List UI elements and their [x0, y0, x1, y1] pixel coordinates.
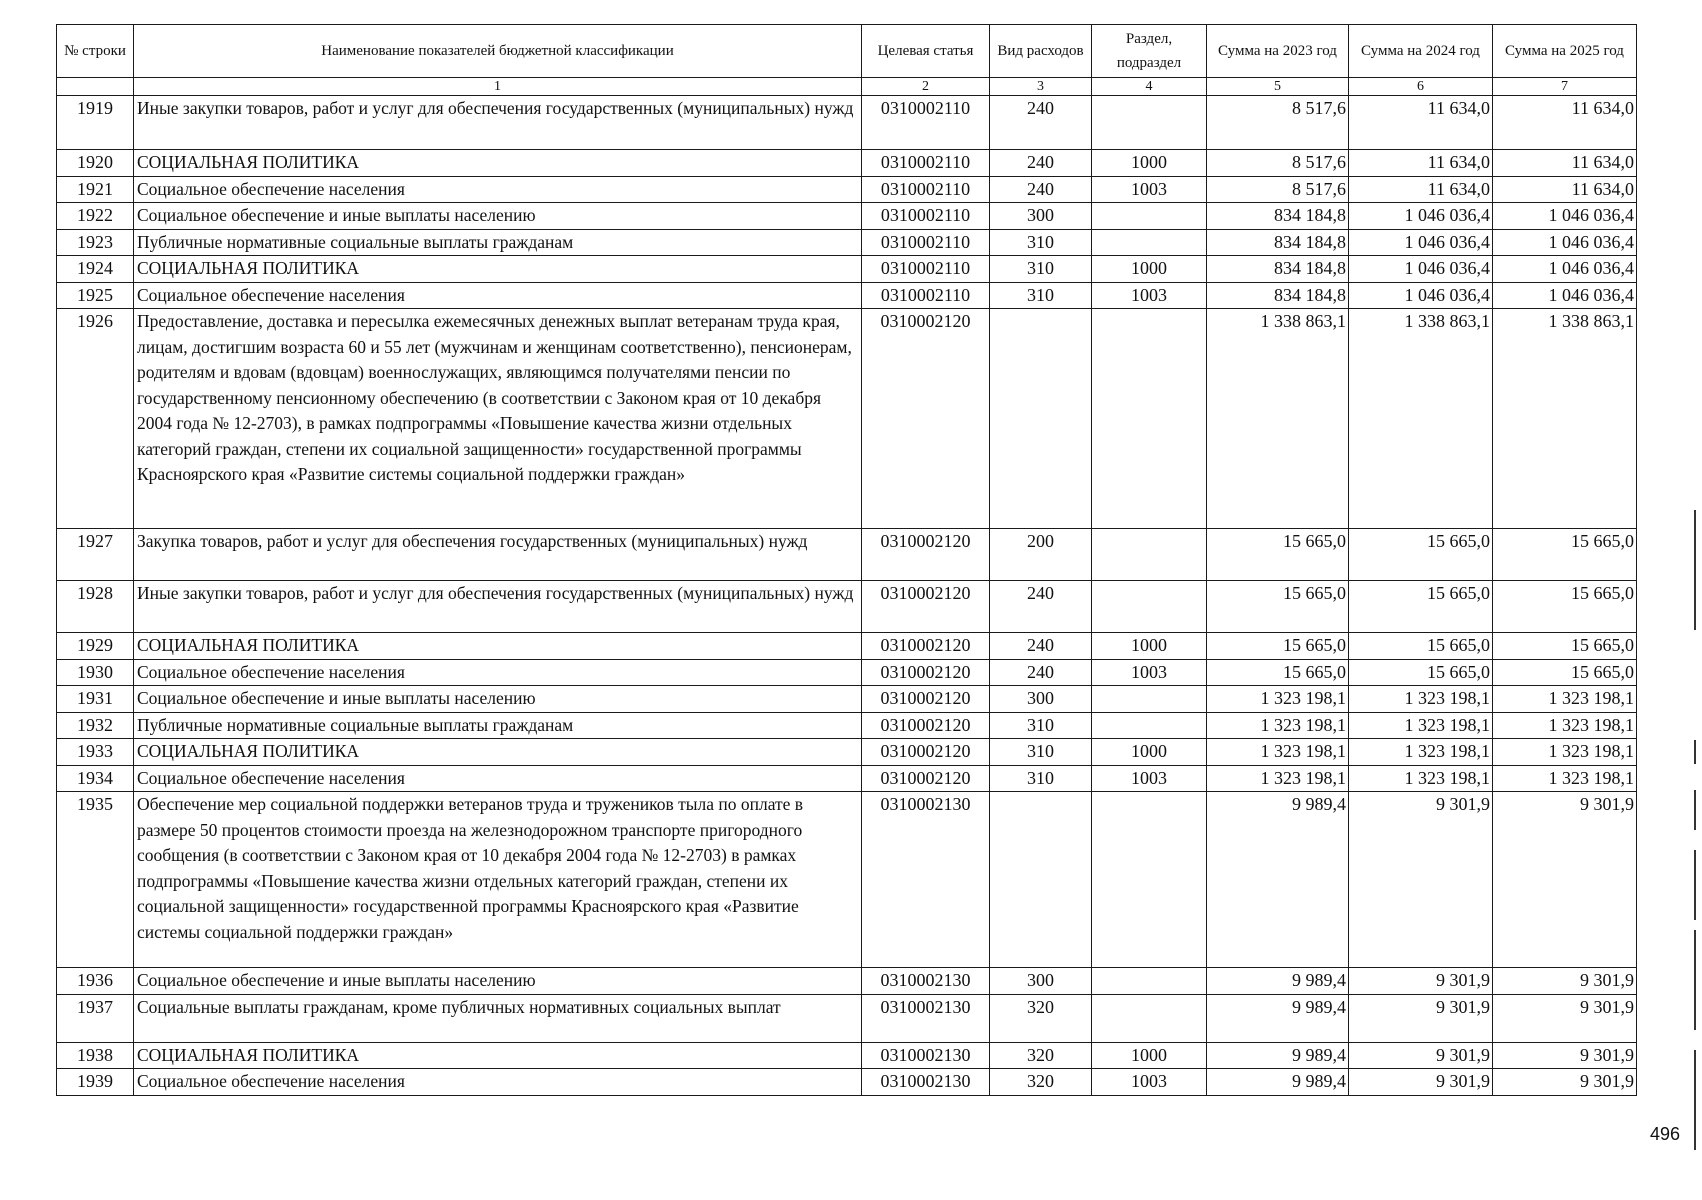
section-cell: 1003 [1092, 176, 1207, 203]
sum-2024-cell: 1 323 198,1 [1349, 712, 1493, 739]
row-number-cell: 1936 [57, 968, 134, 995]
table-row [57, 686, 1637, 713]
sum-2023-cell: 9 989,4 [1207, 994, 1349, 1042]
target-article-cell: 0310002120 [862, 633, 990, 660]
target-article-cell: 0310002110 [862, 256, 990, 283]
indicator-name-cell: СОЦИАЛЬНАЯ ПОЛИТИКА [134, 256, 862, 283]
column-number: 4 [1092, 78, 1207, 96]
header-sum-2024: Сумма на 2024 год [1349, 25, 1493, 78]
sum-2023-cell: 9 989,4 [1207, 792, 1349, 968]
column-number: 5 [1207, 78, 1349, 96]
sum-2024-cell: 15 665,0 [1349, 529, 1493, 581]
section-cell [1092, 309, 1207, 529]
expense-kind-cell: 200 [990, 529, 1092, 581]
sum-2023-cell: 1 323 198,1 [1207, 765, 1349, 792]
header-section: Раздел, подраздел [1092, 25, 1207, 78]
indicator-name-cell: СОЦИАЛЬНАЯ ПОЛИТИКА [134, 1042, 862, 1069]
sum-2025-cell: 1 046 036,4 [1493, 256, 1637, 283]
column-number: 7 [1493, 78, 1637, 96]
indicator-name-cell: Иные закупки товаров, работ и услуг для обеспечения государственных (муниципальных) нужд [134, 96, 862, 150]
sum-2023-cell: 8 517,6 [1207, 150, 1349, 177]
header-sum-2023: Сумма на 2023 год [1207, 25, 1349, 78]
sum-2025-cell: 11 634,0 [1493, 96, 1637, 150]
row-number-cell: 1930 [57, 659, 134, 686]
expense-kind-cell: 240 [990, 633, 1092, 660]
expense-kind-cell: 310 [990, 739, 1092, 766]
header-kind: Вид расходов [990, 25, 1092, 78]
sum-2025-cell: 1 046 036,4 [1493, 203, 1637, 230]
sum-2025-cell: 11 634,0 [1493, 150, 1637, 177]
section-cell: 1003 [1092, 1069, 1207, 1096]
indicator-name-cell: Социальное обеспечение населения [134, 1069, 862, 1096]
sum-2024-cell: 15 665,0 [1349, 659, 1493, 686]
target-article-cell: 0310002130 [862, 994, 990, 1042]
header-target: Целевая статья [862, 25, 990, 78]
row-number-cell: 1925 [57, 282, 134, 309]
sum-2024-cell: 11 634,0 [1349, 96, 1493, 150]
sum-2024-cell: 1 323 198,1 [1349, 686, 1493, 713]
sum-2023-cell: 8 517,6 [1207, 176, 1349, 203]
indicator-name-cell: Социальное обеспечение населения [134, 659, 862, 686]
table-row [57, 739, 1637, 766]
header-name: Наименование показателей бюджетной классификации [134, 25, 862, 78]
section-cell [1092, 203, 1207, 230]
indicator-name-cell: Социальное обеспечение населения [134, 176, 862, 203]
sum-2023-cell: 1 323 198,1 [1207, 686, 1349, 713]
row-number-cell: 1931 [57, 686, 134, 713]
table-row [57, 968, 1637, 995]
column-number: 6 [1349, 78, 1493, 96]
indicator-name-cell: СОЦИАЛЬНАЯ ПОЛИТИКА [134, 739, 862, 766]
row-number-cell: 1922 [57, 203, 134, 230]
row-number-cell: 1919 [57, 96, 134, 150]
column-number-blank [57, 78, 134, 96]
expense-kind-cell: 310 [990, 229, 1092, 256]
section-cell [1092, 686, 1207, 713]
section-cell [1092, 994, 1207, 1042]
section-cell: 1003 [1092, 765, 1207, 792]
target-article-cell: 0310002120 [862, 659, 990, 686]
section-cell [1092, 712, 1207, 739]
column-number-row [57, 78, 1637, 96]
table-body [57, 96, 1637, 1096]
sum-2025-cell: 9 301,9 [1493, 994, 1637, 1042]
sum-2025-cell: 9 301,9 [1493, 792, 1637, 968]
edge-mark [1694, 790, 1696, 830]
indicator-name-cell: Публичные нормативные социальные выплаты гражданам [134, 229, 862, 256]
target-article-cell: 0310002110 [862, 150, 990, 177]
row-number-cell: 1927 [57, 529, 134, 581]
sum-2025-cell: 1 323 198,1 [1493, 739, 1637, 766]
sum-2024-cell: 1 046 036,4 [1349, 282, 1493, 309]
table-row [57, 994, 1637, 1042]
sum-2023-cell: 9 989,4 [1207, 1042, 1349, 1069]
sum-2024-cell: 9 301,9 [1349, 1042, 1493, 1069]
table-row [57, 176, 1637, 203]
target-article-cell: 0310002110 [862, 176, 990, 203]
section-cell: 1000 [1092, 256, 1207, 283]
section-cell: 1000 [1092, 1042, 1207, 1069]
target-article-cell: 0310002120 [862, 529, 990, 581]
target-article-cell: 0310002120 [862, 712, 990, 739]
sum-2023-cell: 1 323 198,1 [1207, 712, 1349, 739]
indicator-name-cell: Иные закупки товаров, работ и услуг для обеспечения государственных (муниципальных) нужд [134, 581, 862, 633]
section-cell [1092, 968, 1207, 995]
expense-kind-cell: 320 [990, 1042, 1092, 1069]
edge-mark [1694, 740, 1696, 764]
sum-2024-cell: 1 046 036,4 [1349, 203, 1493, 230]
expense-kind-cell: 300 [990, 968, 1092, 995]
sum-2025-cell: 1 046 036,4 [1493, 229, 1637, 256]
indicator-name-cell: Закупка товаров, работ и услуг для обеспечения государственных (муниципальных) нужд [134, 529, 862, 581]
target-article-cell: 0310002110 [862, 203, 990, 230]
expense-kind-cell: 240 [990, 96, 1092, 150]
edge-mark [1694, 850, 1696, 920]
section-cell [1092, 229, 1207, 256]
table-row [57, 581, 1637, 633]
indicator-name-cell: Публичные нормативные социальные выплаты гражданам [134, 712, 862, 739]
sum-2025-cell: 9 301,9 [1493, 1069, 1637, 1096]
table-row [57, 659, 1637, 686]
section-cell [1092, 581, 1207, 633]
table-row [57, 96, 1637, 150]
sum-2024-cell: 1 046 036,4 [1349, 256, 1493, 283]
expense-kind-cell: 310 [990, 282, 1092, 309]
row-number-cell: 1929 [57, 633, 134, 660]
row-number-cell: 1923 [57, 229, 134, 256]
row-number-cell: 1924 [57, 256, 134, 283]
table-row [57, 1069, 1637, 1096]
row-number-cell: 1928 [57, 581, 134, 633]
header-row-no: № строки [57, 25, 134, 78]
sum-2024-cell: 11 634,0 [1349, 150, 1493, 177]
target-article-cell: 0310002120 [862, 765, 990, 792]
target-article-cell: 0310002110 [862, 282, 990, 309]
target-article-cell: 0310002130 [862, 968, 990, 995]
sum-2024-cell: 11 634,0 [1349, 176, 1493, 203]
sum-2025-cell: 1 323 198,1 [1493, 765, 1637, 792]
table-row [57, 309, 1637, 529]
target-article-cell: 0310002110 [862, 96, 990, 150]
sum-2023-cell: 834 184,8 [1207, 229, 1349, 256]
sum-2025-cell: 9 301,9 [1493, 1042, 1637, 1069]
sum-2025-cell: 15 665,0 [1493, 633, 1637, 660]
sum-2024-cell: 9 301,9 [1349, 994, 1493, 1042]
sum-2023-cell: 15 665,0 [1207, 633, 1349, 660]
sum-2024-cell: 1 323 198,1 [1349, 739, 1493, 766]
sum-2024-cell: 9 301,9 [1349, 968, 1493, 995]
sum-2025-cell: 1 323 198,1 [1493, 686, 1637, 713]
expense-kind-cell: 300 [990, 203, 1092, 230]
sum-2024-cell: 9 301,9 [1349, 792, 1493, 968]
indicator-name-cell: Обеспечение мер социальной поддержки ветеранов труда и тружеников тыла по оплате в размере 50 процентов стоимости проезда на железнодорожном транспорте пригородного сообщения (в соответствии с Законом края от 10 декабря 2004 года № 12-2703) в рамках подпрограммы «Повышение качества жизни отдельных категорий граждан, степени их социальной защищенности» государственной программы Красноярского края «Развитие системы социальной поддержки граждан» [134, 792, 862, 968]
column-number: 2 [862, 78, 990, 96]
section-cell [1092, 96, 1207, 150]
sum-2025-cell: 15 665,0 [1493, 529, 1637, 581]
section-cell [1092, 529, 1207, 581]
indicator-name-cell: Социальные выплаты гражданам, кроме публичных нормативных социальных выплат [134, 994, 862, 1042]
target-article-cell: 0310002130 [862, 1042, 990, 1069]
expense-kind-cell: 310 [990, 256, 1092, 283]
section-cell: 1000 [1092, 633, 1207, 660]
budget-classification-table [56, 24, 1637, 1096]
table-row [57, 633, 1637, 660]
budget-table-sheet [56, 24, 1636, 1096]
header-sum-2025: Сумма на 2025 год [1493, 25, 1637, 78]
sum-2025-cell: 15 665,0 [1493, 581, 1637, 633]
sum-2023-cell: 834 184,8 [1207, 203, 1349, 230]
table-row [57, 229, 1637, 256]
section-cell: 1000 [1092, 150, 1207, 177]
indicator-name-cell: СОЦИАЛЬНАЯ ПОЛИТИКА [134, 633, 862, 660]
row-number-cell: 1937 [57, 994, 134, 1042]
table-row [57, 712, 1637, 739]
sum-2023-cell: 834 184,8 [1207, 282, 1349, 309]
sum-2024-cell: 1 046 036,4 [1349, 229, 1493, 256]
column-number: 1 [134, 78, 862, 96]
expense-kind-cell: 310 [990, 712, 1092, 739]
section-cell: 1003 [1092, 659, 1207, 686]
indicator-name-cell: Социальное обеспечение и иные выплаты населению [134, 203, 862, 230]
sum-2025-cell: 1 338 863,1 [1493, 309, 1637, 529]
sum-2023-cell: 15 665,0 [1207, 529, 1349, 581]
table-row [57, 529, 1637, 581]
page-number: 496 [1650, 1124, 1681, 1144]
row-number-cell: 1939 [57, 1069, 134, 1096]
target-article-cell: 0310002120 [862, 309, 990, 529]
target-article-cell: 0310002110 [862, 229, 990, 256]
target-article-cell: 0310002120 [862, 581, 990, 633]
table-row [57, 256, 1637, 283]
expense-kind-cell: 320 [990, 1069, 1092, 1096]
scan-edge-marks [1694, 510, 1697, 1150]
sum-2023-cell: 9 989,4 [1207, 968, 1349, 995]
sum-2024-cell: 15 665,0 [1349, 633, 1493, 660]
edge-mark [1694, 1050, 1696, 1150]
row-number-cell: 1935 [57, 792, 134, 968]
sum-2025-cell: 1 323 198,1 [1493, 712, 1637, 739]
target-article-cell: 0310002130 [862, 1069, 990, 1096]
expense-kind-cell: 240 [990, 581, 1092, 633]
section-cell [1092, 792, 1207, 968]
expense-kind-cell: 320 [990, 994, 1092, 1042]
sum-2025-cell: 15 665,0 [1493, 659, 1637, 686]
expense-kind-cell [990, 792, 1092, 968]
table-row [57, 150, 1637, 177]
target-article-cell: 0310002130 [862, 792, 990, 968]
row-number-cell: 1920 [57, 150, 134, 177]
target-article-cell: 0310002120 [862, 739, 990, 766]
row-number-cell: 1921 [57, 176, 134, 203]
sum-2025-cell: 1 046 036,4 [1493, 282, 1637, 309]
indicator-name-cell: Предоставление, доставка и пересылка ежемесячных денежных выплат ветеранам труда края, лицам, достигшим возраста 60 и 55 лет (мужчинам и женщинам соответственно), пенсионерам, родителям и вдовам (вдовцам) военнослужащих, являющимся получателями пенсии по государственному пенсионному обеспечению (в соответствии с Законом края от 10 декабря 2004 года № 12-2703), в рамках подпрограммы «Повышение качества жизни отдельных категорий граждан, степени их социальной защищенности» государственной программы Красноярского края «Развитие системы социальной поддержки граждан» [134, 309, 862, 529]
row-number-cell: 1934 [57, 765, 134, 792]
indicator-name-cell: Социальное обеспечение населения [134, 282, 862, 309]
expense-kind-cell: 300 [990, 686, 1092, 713]
sum-2025-cell: 11 634,0 [1493, 176, 1637, 203]
sum-2023-cell: 1 338 863,1 [1207, 309, 1349, 529]
edge-mark [1694, 930, 1696, 1030]
expense-kind-cell: 240 [990, 176, 1092, 203]
sum-2023-cell: 15 665,0 [1207, 659, 1349, 686]
row-number-cell: 1933 [57, 739, 134, 766]
sum-2023-cell: 15 665,0 [1207, 581, 1349, 633]
expense-kind-cell: 240 [990, 659, 1092, 686]
table-row [57, 282, 1637, 309]
column-number: 3 [990, 78, 1092, 96]
table-row [57, 203, 1637, 230]
sum-2024-cell: 1 338 863,1 [1349, 309, 1493, 529]
table-row [57, 1042, 1637, 1069]
sum-2023-cell: 8 517,6 [1207, 96, 1349, 150]
indicator-name-cell: Социальное обеспечение и иные выплаты населению [134, 686, 862, 713]
sum-2025-cell: 9 301,9 [1493, 968, 1637, 995]
table-header [57, 25, 1637, 96]
sum-2023-cell: 834 184,8 [1207, 256, 1349, 283]
table-row [57, 792, 1637, 968]
expense-kind-cell [990, 309, 1092, 529]
indicator-name-cell: СОЦИАЛЬНАЯ ПОЛИТИКА [134, 150, 862, 177]
sum-2024-cell: 9 301,9 [1349, 1069, 1493, 1096]
sum-2024-cell: 1 323 198,1 [1349, 765, 1493, 792]
row-number-cell: 1938 [57, 1042, 134, 1069]
row-number-cell: 1926 [57, 309, 134, 529]
expense-kind-cell: 310 [990, 765, 1092, 792]
indicator-name-cell: Социальное обеспечение и иные выплаты населению [134, 968, 862, 995]
edge-mark [1694, 510, 1696, 630]
row-number-cell: 1932 [57, 712, 134, 739]
expense-kind-cell: 240 [990, 150, 1092, 177]
sum-2023-cell: 1 323 198,1 [1207, 739, 1349, 766]
indicator-name-cell: Социальное обеспечение населения [134, 765, 862, 792]
sum-2024-cell: 15 665,0 [1349, 581, 1493, 633]
target-article-cell: 0310002120 [862, 686, 990, 713]
sum-2023-cell: 9 989,4 [1207, 1069, 1349, 1096]
table-row [57, 765, 1637, 792]
section-cell: 1003 [1092, 282, 1207, 309]
section-cell: 1000 [1092, 739, 1207, 766]
